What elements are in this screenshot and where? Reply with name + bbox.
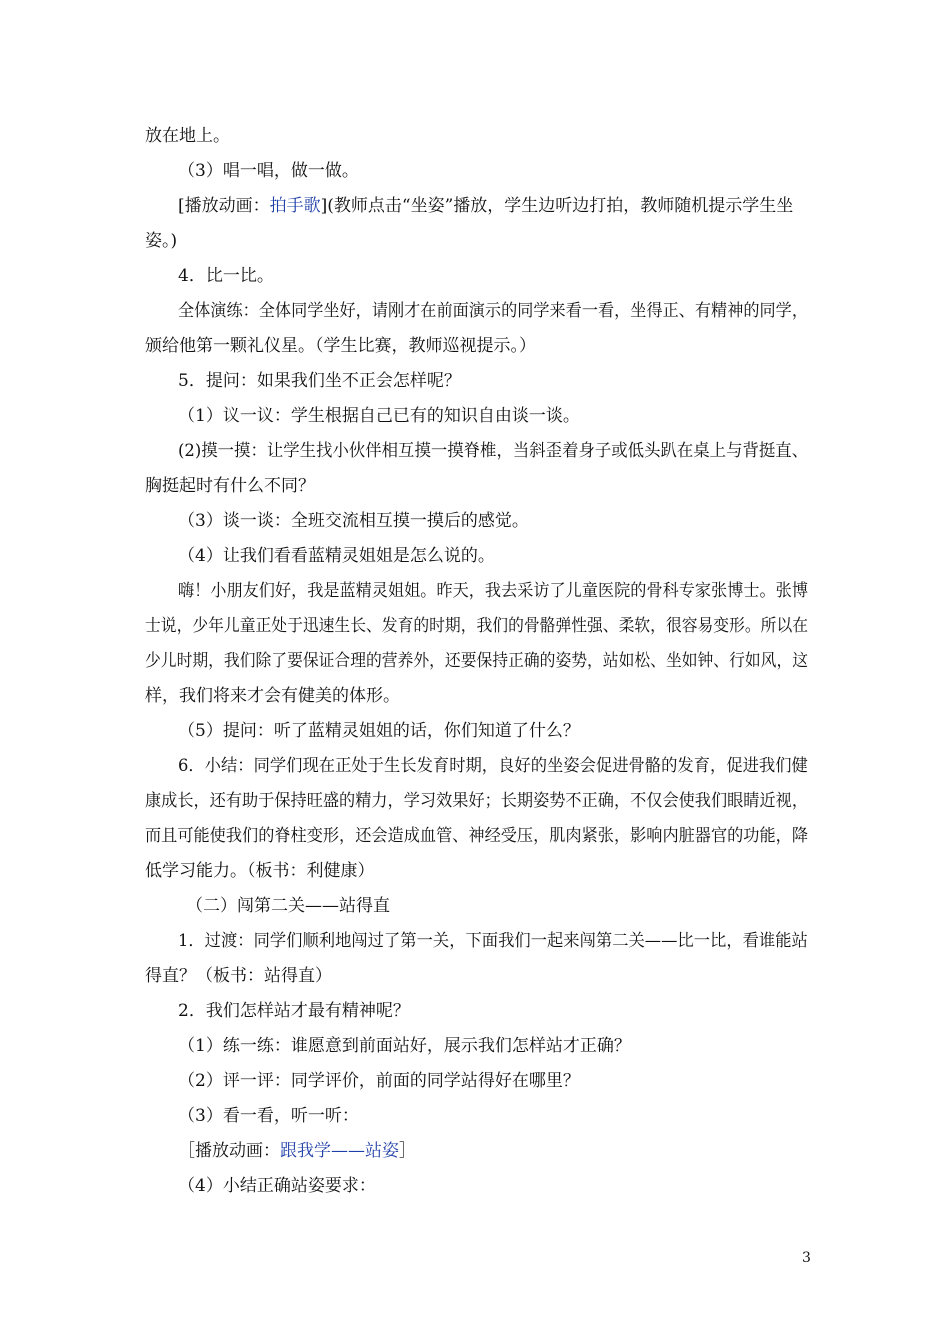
instruction-text: ](教师点击“坐姿”播放，学生边听边打拍，教师随机提示学生坐 bbox=[320, 196, 794, 216]
section-heading: 5．提问：如果我们坐不正会怎样呢？ bbox=[178, 371, 461, 391]
text-line: 颁给他第一颗礼仪星。（学生比赛，教师巡视提示。） bbox=[145, 336, 536, 356]
quote-line: 士说，少年儿童正处于迅速生长、发育的时期，我们的骨骼弹性强、柔软，很容易变形。所以在 bbox=[145, 616, 809, 636]
text-line: 得直？（板书：站得直） bbox=[145, 966, 332, 986]
section-heading: 2．我们怎样站才最有精神呢？ bbox=[178, 1001, 410, 1021]
section-heading: 1．过渡：同学们顺利地闯过了第一关，下面我们一起来闯第二关——比一比，看谁能站 bbox=[178, 931, 808, 951]
text-line: (2)摸一摸：让学生找小伙伴相互摸一摸脊椎，当斜歪着身子或低头趴在桌上与背挺直、 bbox=[178, 441, 809, 461]
animation-link-standing-posture[interactable]: 跟我学——站姿 bbox=[280, 1141, 399, 1161]
bracket-text: ［播放动画： bbox=[178, 1141, 280, 1161]
text-line: （1）练一练：谁愿意到前面站好，展示我们怎样站才正确？ bbox=[178, 1036, 631, 1056]
text-line: （3）看一看，听一听： bbox=[178, 1106, 359, 1126]
section-heading: 6．小结：同学们现在正处于生长发育时期，良好的坐姿会促进骨骼的发育，促进我们健 bbox=[178, 756, 808, 776]
text-line bbox=[178, 196, 793, 216]
text-line: 低学习能力。（板书：利健康） bbox=[145, 861, 375, 881]
text-line bbox=[178, 1141, 416, 1161]
section-heading: （二）闯第二关——站得直 bbox=[186, 896, 390, 916]
text-line: （3）谈一谈：全班交流相互摸一摸后的感觉。 bbox=[178, 511, 529, 531]
text-line: 康成长，还有助于保持旺盛的精力，学习效果好；长期姿势不正确，不仅会使我们眼睛近视， bbox=[145, 791, 808, 811]
text-line: 而且可能使我们的脊柱变形，还会造成血管、神经受压，肌肉紧张，影响内脏器官的功能，降 bbox=[145, 826, 808, 846]
text-line: （1）议一议：学生根据自己已有的知识自由谈一谈。 bbox=[178, 406, 580, 426]
section-heading: 4．比一比。 bbox=[178, 266, 274, 286]
text-line: （4）让我们看看蓝精灵姐姐是怎么说的。 bbox=[178, 546, 495, 566]
text-line: 姿。) bbox=[145, 231, 178, 251]
quote-line: 样，我们将来才会有健美的体形。 bbox=[145, 686, 400, 706]
text-line: 放在地上。 bbox=[145, 126, 230, 146]
quote-line: 少儿时期，我们除了要保证合理的营养外，还要保持正确的姿势，站如松、坐如钟、行如风，这 bbox=[145, 651, 809, 671]
text-line: （4）小结正确站姿要求： bbox=[178, 1176, 376, 1196]
text-line: （2）评一评：同学评价，前面的同学站得好在哪里？ bbox=[178, 1071, 580, 1091]
text-line: 全体演练：全体同学坐好，请刚才在前面演示的同学来看一看，坐得正、有精神的同学， bbox=[178, 301, 808, 321]
bracket-text: [播放动画： bbox=[178, 196, 270, 216]
page-number: 3 bbox=[802, 1250, 811, 1266]
quote-line: 嗨！小朋友们好，我是蓝精灵姐姐。昨天，我去采访了儿童医院的骨科专家张博士。张博 bbox=[178, 581, 808, 601]
text-line: 胸挺起时有什么不同？ bbox=[145, 476, 315, 496]
bracket-text: ］ bbox=[399, 1141, 416, 1161]
text-line: （5）提问：听了蓝精灵姐姐的话，你们知道了什么？ bbox=[178, 721, 580, 741]
text-line: （3）唱一唱，做一做。 bbox=[178, 161, 359, 181]
animation-link-clap-song[interactable]: 拍手歌 bbox=[269, 196, 321, 216]
